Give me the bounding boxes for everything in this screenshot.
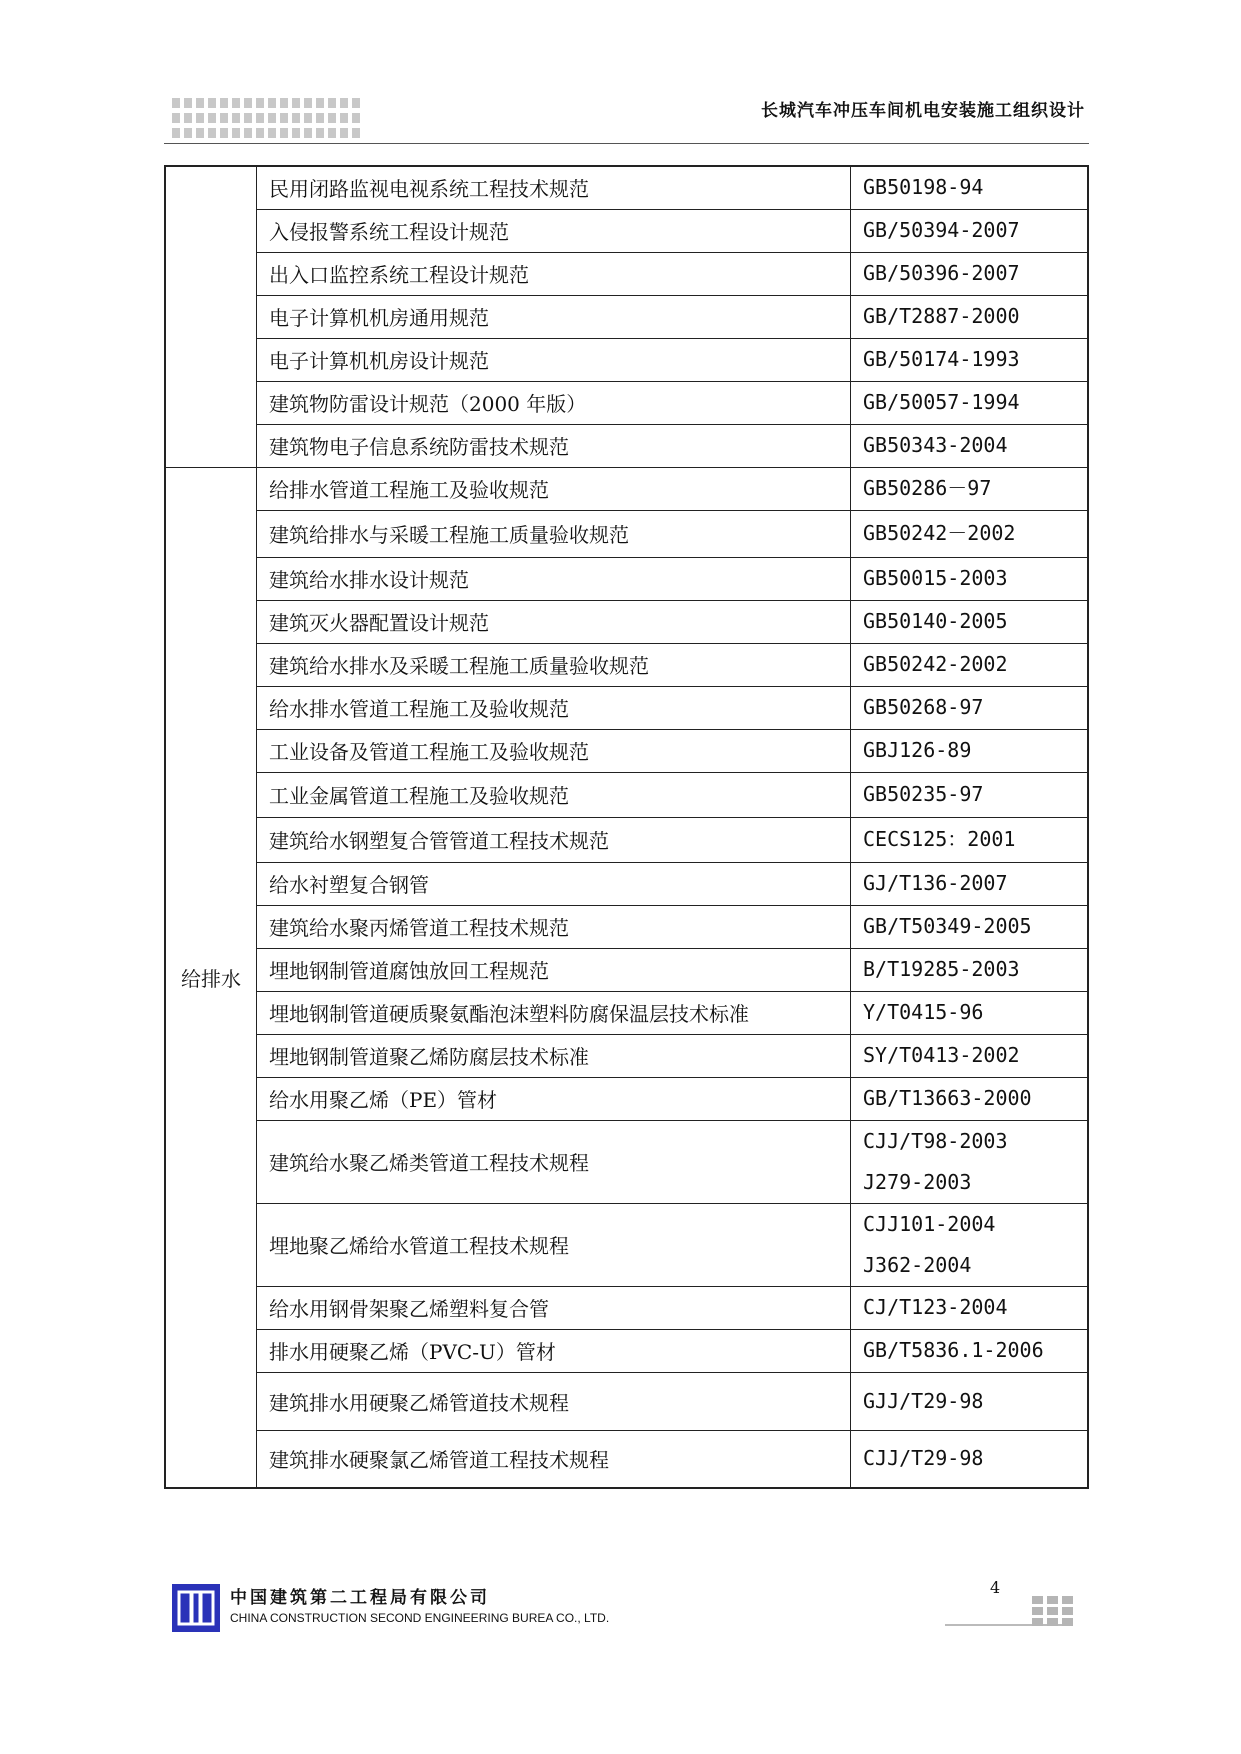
table-row [165,166,1088,209]
standard-name: 给水排水管道工程施工及验收规范 [257,686,851,729]
standard-code [851,1034,1089,1077]
table-row [165,948,1088,991]
standard-code [851,948,1089,991]
standard-code [851,1120,1089,1203]
standard-code [851,209,1089,252]
standard-code [851,817,1089,862]
code-line: GB50198-94 [863,175,984,200]
standard-code [851,686,1089,729]
standard-name: 建筑给水排水及采暖工程施工质量验收规范 [257,643,851,686]
table-row [165,862,1088,905]
standard-name: 电子计算机机房通用规范 [257,295,851,338]
code-line: CJJ101-2004 [863,1211,996,1236]
company-logo [172,1584,220,1632]
code-line: GB50242－2002 [863,521,1016,545]
code-line: GB/T50349-2005 [863,914,1032,938]
standard-name: 建筑物电子信息系统防雷技术规范 [257,424,851,467]
standard-code [851,729,1089,772]
standard-code [851,166,1089,209]
code-line: GJJ/T29-98 [863,1388,984,1413]
footer-decoration-pattern [1030,1594,1078,1630]
table-row [165,772,1088,817]
standard-name: 建筑给水聚乙烯类管道工程技术规程 [257,1120,851,1203]
standard-name: 民用闭路监视电视系统工程技术规范 [257,166,851,209]
standard-code [851,1372,1089,1430]
table-row [165,338,1088,381]
code-line: CJ/T123-2004 [863,1295,1008,1319]
table-row [165,424,1088,467]
page-number: 4 [990,1578,1001,1597]
table-row [165,209,1088,252]
code-line: B/T19285-2003 [863,957,1020,981]
code-line: Y/T0415-96 [863,1000,984,1024]
standard-name: 建筑排水用硬聚乙烯管道技术规程 [257,1372,851,1430]
standard-name: 埋地钢制管道聚乙烯防腐层技术标准 [257,1034,851,1077]
standard-code [851,1329,1089,1372]
code-line: GB/T13663-2000 [863,1086,1032,1110]
standard-code [851,381,1089,424]
category-cell: 给排水 [165,467,257,1488]
company-name-en: CHINA CONSTRUCTION SECOND ENGINEERING BUREA CO., LTD. [230,1611,610,1625]
table-row [165,510,1088,557]
standard-code [851,252,1089,295]
standard-name: 建筑物防雷设计规范（2000 年版） [257,381,851,424]
table-row [165,252,1088,295]
standard-code [851,1077,1089,1120]
code-line: GB50235-97 [863,782,984,806]
code-line: SY/T0413-2002 [863,1043,1020,1067]
standard-name: 给水用钢骨架聚乙烯塑料复合管 [257,1286,851,1329]
table-row [165,600,1088,643]
standard-code [851,557,1089,600]
code-line: CECS125：2001 [863,827,1016,851]
category-cell [165,166,257,467]
table-row [165,905,1088,948]
standard-name: 埋地钢制管道硬质聚氨酯泡沫塑料防腐保温层技术标准 [257,991,851,1034]
standard-code [851,991,1089,1034]
table-row [165,1329,1088,1372]
code-line: GB50015-2003 [863,566,1008,590]
table-row [165,1372,1088,1430]
standard-code [851,467,1089,510]
table-row [165,1077,1088,1120]
code-line: GB50242-2002 [863,652,1008,676]
table-row [165,643,1088,686]
code-line: GB/T5836.1-2006 [863,1338,1044,1362]
standard-name: 工业设备及管道工程施工及验收规范 [257,729,851,772]
table-row [165,991,1088,1034]
header-decoration-pattern [170,96,365,142]
standard-name: 建筑给水排水设计规范 [257,557,851,600]
code-line: CJJ/T29-98 [863,1446,984,1471]
table-row [165,686,1088,729]
code-line: GJ/T136-2007 [863,871,1008,895]
code-line: GB50286－97 [863,476,992,500]
standard-code [851,338,1089,381]
code-line: GB/50394-2007 [863,218,1020,242]
standard-name: 出入口监控系统工程设计规范 [257,252,851,295]
standard-code [851,510,1089,557]
table-row [165,1430,1088,1488]
standard-name: 工业金属管道工程施工及验收规范 [257,772,851,817]
code-line: GB50268-97 [863,695,984,719]
standards-table [164,165,1089,1489]
header-divider [164,143,1089,144]
table-row [165,295,1088,338]
code-line: GB/T2887-2000 [863,304,1020,328]
standard-code [851,424,1089,467]
table-row [165,1120,1088,1203]
standard-name: 埋地钢制管道腐蚀放回工程规范 [257,948,851,991]
standard-name: 排水用硬聚乙烯（PVC-U）管材 [257,1329,851,1372]
standard-code [851,1430,1089,1488]
standard-code [851,862,1089,905]
document-title: 长城汽车冲压车间机电安装施工组织设计 [761,101,1085,121]
code-line: GB50343-2004 [863,433,1008,457]
standard-code [851,295,1089,338]
standard-name: 电子计算机机房设计规范 [257,338,851,381]
code-line: GBJ126-89 [863,738,972,762]
code-line: GB/50174-1993 [863,347,1020,371]
standard-code [851,772,1089,817]
code-line: GB50140-2005 [863,609,1008,633]
code-line: J362-2004 [863,1252,972,1277]
standard-code [851,1286,1089,1329]
code-line: GB/50396-2007 [863,261,1020,285]
standard-name: 给水衬塑复合钢管 [257,862,851,905]
table-row [165,1203,1088,1286]
code-line: CJJ/T98-2003 [863,1128,1008,1153]
standard-code [851,905,1089,948]
standard-code [851,1203,1089,1286]
table-row [165,729,1088,772]
standard-name: 建筑给水聚丙烯管道工程技术规范 [257,905,851,948]
table-row [165,817,1088,862]
table-row [165,1286,1088,1329]
standard-code [851,643,1089,686]
standard-name: 给排水管道工程施工及验收规范 [257,467,851,510]
code-line: J279-2003 [863,1169,972,1194]
standard-name: 建筑灭火器配置设计规范 [257,600,851,643]
standard-name: 建筑排水硬聚氯乙烯管道工程技术规程 [257,1430,851,1488]
standard-name: 建筑给水钢塑复合管管道工程技术规范 [257,817,851,862]
standard-name: 给水用聚乙烯（PE）管材 [257,1077,851,1120]
standard-name: 建筑给排水与采暖工程施工质量验收规范 [257,510,851,557]
standard-code [851,600,1089,643]
code-line: GB/50057-1994 [863,390,1020,414]
company-name-cn: 中国建筑第二工程局有限公司 [230,1588,490,1608]
standard-name: 埋地聚乙烯给水管道工程技术规程 [257,1203,851,1286]
standard-name: 入侵报警系统工程设计规范 [257,209,851,252]
table-row [165,381,1088,424]
table-row [165,557,1088,600]
table-row [165,1034,1088,1077]
table-row [165,467,1088,510]
